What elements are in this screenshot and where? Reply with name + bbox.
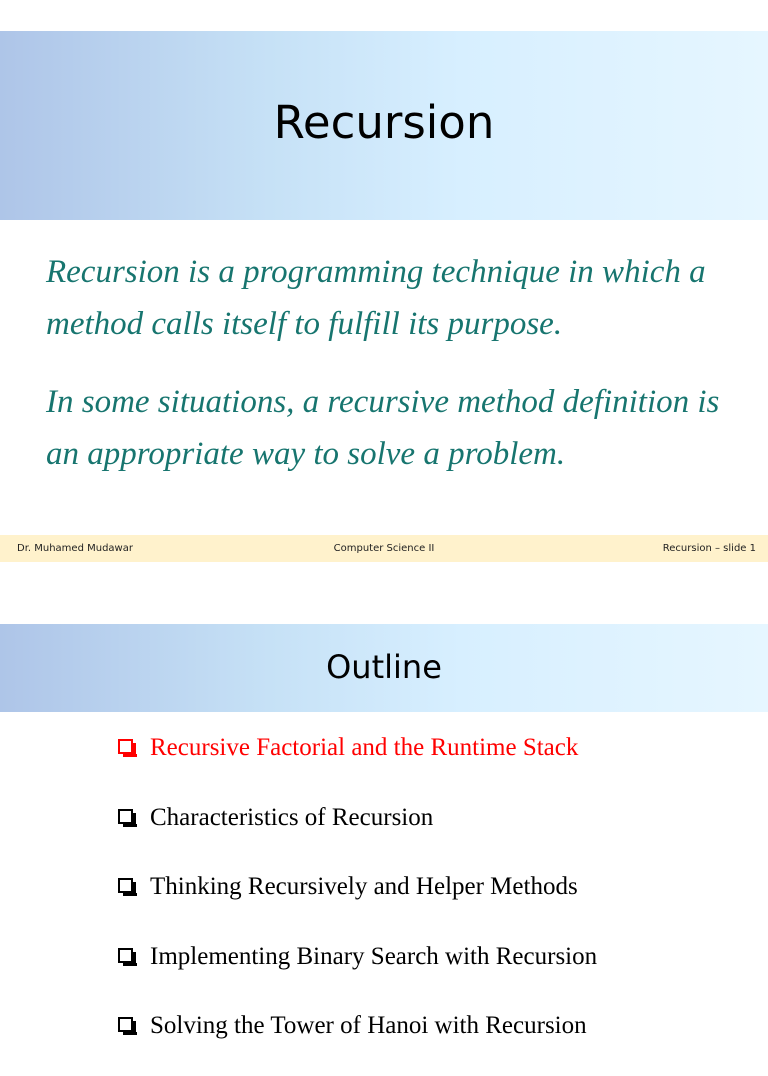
slide-title: Outline [326, 648, 442, 686]
outline-item-label: Thinking Recursively and Helper Methods [150, 873, 578, 900]
outline-item-label: Implementing Binary Search with Recursion [150, 942, 598, 970]
checkbox-bullet-icon [118, 739, 133, 754]
usage-paragraph: In some situations, a recursive method definition is an appropriate way to solve a problem. [46, 384, 720, 472]
definition-paragraph: Recursion is a programming technique in which a method calls itself to fulfill its purpose. [46, 254, 706, 342]
slide-title: Recursion [273, 96, 495, 149]
slide-footer [0, 535, 768, 562]
footer-slide-number: Recursion – slide 1 [662, 543, 756, 554]
checkbox-bullet-icon [118, 809, 133, 824]
outline-item-label: Characteristics of Recursion [150, 803, 434, 831]
footer-course: Computer Science II [333, 543, 435, 554]
outline-item-label: Recursive Factorial and the Runtime Stack [150, 734, 579, 761]
footer-author: Dr. Muhamed Mudawar [17, 543, 133, 554]
checkbox-bullet-icon [118, 948, 133, 963]
checkbox-bullet-icon [118, 1017, 133, 1032]
outline-item-label: Solving the Tower of Hanoi with Recursion [150, 1012, 587, 1039]
checkbox-bullet-icon [118, 878, 133, 893]
